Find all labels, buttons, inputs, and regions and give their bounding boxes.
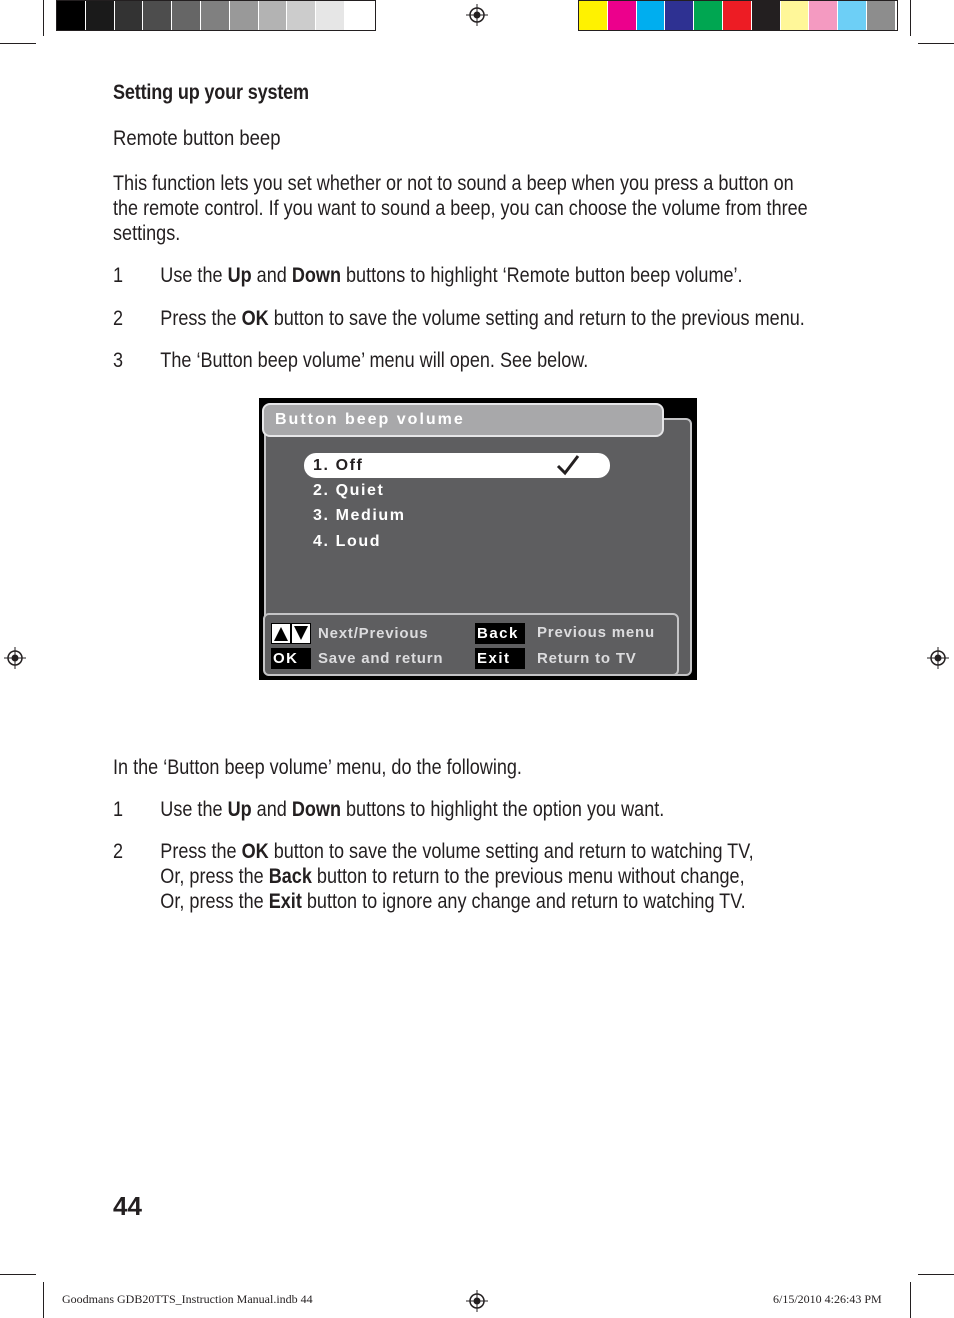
ok-hint: Save and return [318,650,444,667]
color-swatch [115,1,144,30]
grayscale-swatch-bar [56,0,376,31]
color-swatch [201,1,230,30]
color-swatch [579,1,608,30]
menu-option-quiet[interactable]: 2. Quiet [313,482,385,499]
menu-title: Button beep volume [262,403,664,437]
color-swatch [809,1,838,30]
color-swatch [86,1,115,30]
subsection-heading: Remote button beep [113,127,281,150]
color-swatch [867,1,896,30]
ok-key: OK [271,648,311,669]
exit-hint: Return to TV [537,650,637,667]
color-swatch [723,1,752,30]
instruction-step: 2 Press the OK button to save the volume setting and return to watching TV, Or, press the Back button to return to the previous menu without change, Or, press the Exit button to ignore any change and return to watching TV. [113,840,754,913]
intro-line: settings. [113,222,181,245]
color-swatch [838,1,867,30]
color-swatch [637,1,666,30]
color-swatch [608,1,637,30]
crop-mark [910,0,911,36]
file-slug: Goodmans GDB20TTS_Instruction Manual.indb 44 [62,1292,313,1306]
color-swatch [781,1,810,30]
crop-mark [910,1282,911,1318]
menu-option-loud[interactable]: 4. Loud [313,533,382,550]
exit-key: Exit [475,648,525,669]
crop-mark [43,0,44,36]
color-swatch [694,1,723,30]
registration-mark-icon [466,4,488,26]
up-down-arrows-icon [271,623,311,644]
crop-mark [0,43,36,44]
color-swatch [230,1,259,30]
follow-intro: In the ‘Button beep volume’ menu, do the following. [113,756,522,779]
color-swatch [57,1,86,30]
print-timestamp: 6/15/2010 4:26:43 PM [773,1292,882,1306]
intro-line: This function lets you set whether or not to sound a beep when you press a button on [113,172,794,195]
color-swatch [259,1,288,30]
up-down-key [271,623,311,644]
page-number: 44 [113,1191,142,1221]
color-swatch [665,1,694,30]
back-key: Back [475,623,525,644]
crop-mark [43,1282,44,1318]
menu-option-medium[interactable]: 3. Medium [313,507,406,524]
checkmark-icon [555,453,581,477]
back-hint: Previous menu [537,624,655,641]
registration-mark-icon [4,647,26,669]
color-swatch-bar [578,0,898,31]
color-swatch [172,1,201,30]
intro-line: the remote control. If you want to sound a beep, you can choose the volume from three [113,197,808,220]
crop-mark [0,1274,36,1275]
crop-mark [918,43,954,44]
registration-mark-icon [466,1290,488,1312]
color-swatch [345,1,374,30]
color-swatch [752,1,781,30]
section-heading: Setting up your system [113,81,309,104]
color-swatch [287,1,316,30]
color-swatch [316,1,345,30]
registration-mark-icon [927,647,949,669]
color-swatch [143,1,172,30]
menu-option-off[interactable]: 1. Off [304,453,610,478]
nav-hint: Next/Previous [318,625,429,642]
crop-mark [918,1274,954,1275]
